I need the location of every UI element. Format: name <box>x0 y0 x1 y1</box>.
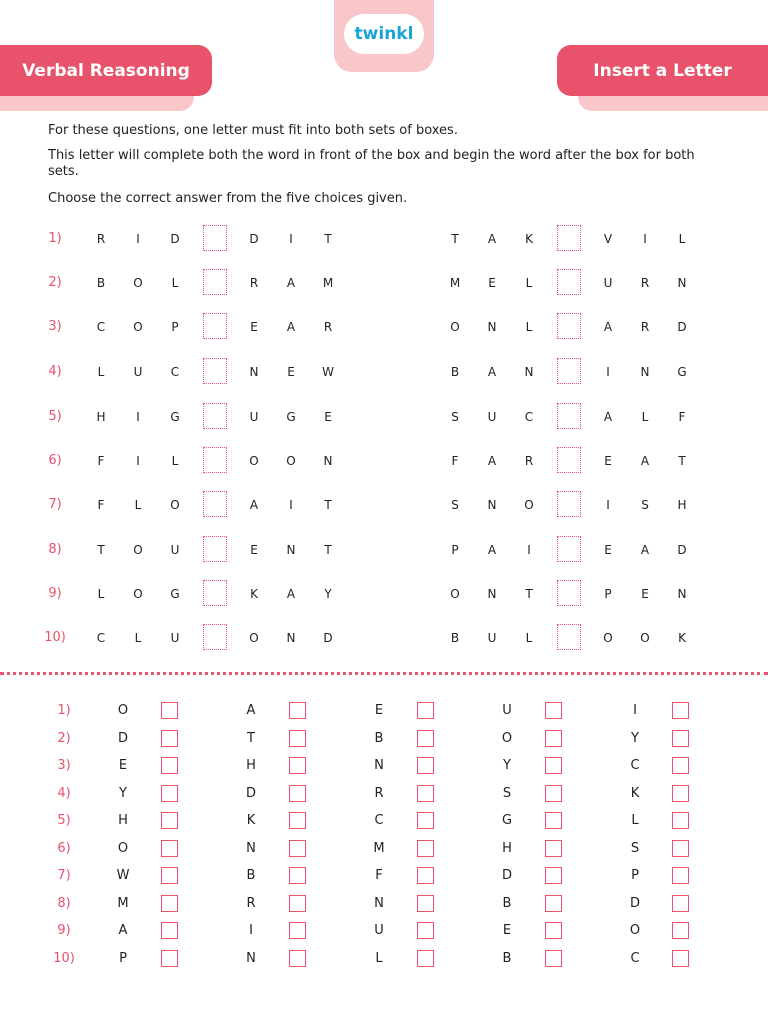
answer-choice-letter: N <box>374 895 384 911</box>
word-letter: A <box>487 454 497 468</box>
word-letter: O <box>286 454 296 468</box>
answer-checkbox[interactable] <box>417 812 434 829</box>
word-letter: L <box>525 631 533 645</box>
instruction-2: This letter will complete both the word in front of the box and begin the word after the box for both sets. <box>48 148 695 179</box>
answer-checkbox[interactable] <box>672 757 689 774</box>
word-letter: R <box>96 232 106 246</box>
word-letter: A <box>487 365 497 379</box>
word-letter: D <box>170 232 180 246</box>
word-letter: P <box>451 543 459 557</box>
word-letter: R <box>524 454 534 468</box>
answer-choice-letter: C <box>374 813 384 828</box>
question-row <box>0 579 768 609</box>
answer-checkbox[interactable] <box>161 730 178 747</box>
answer-checkbox[interactable] <box>417 895 434 912</box>
word-letter: C <box>96 320 106 334</box>
answer-checkbox[interactable] <box>161 757 178 774</box>
word-letter: L <box>97 365 105 379</box>
missing-letter-box[interactable] <box>557 580 581 606</box>
question-number: 6) <box>48 453 62 468</box>
question-row <box>0 535 768 565</box>
answer-choice-letter: H <box>118 813 128 828</box>
answer-number: 5) <box>57 813 71 828</box>
word-letter: E <box>604 454 612 468</box>
word-letter: F <box>451 454 459 468</box>
answer-choice-letter: E <box>502 923 512 938</box>
missing-letter-box[interactable] <box>203 403 227 429</box>
word-letter: I <box>136 232 140 246</box>
answer-checkbox[interactable] <box>672 730 689 747</box>
word-letter: N <box>487 587 497 601</box>
answer-checkbox[interactable] <box>672 867 689 884</box>
word-letter: T <box>324 498 332 512</box>
word-letter: Y <box>324 587 332 601</box>
question-number: 2) <box>48 275 62 290</box>
answer-checkbox[interactable] <box>289 867 306 884</box>
answer-choice-letter: M <box>117 895 129 911</box>
answer-choice-letter: Y <box>119 785 127 801</box>
word-letter: R <box>640 276 650 290</box>
word-letter: N <box>524 365 534 379</box>
word-letter: P <box>171 320 179 334</box>
answer-checkbox[interactable] <box>289 730 306 747</box>
answer-number: 2) <box>57 730 71 746</box>
word-letter: I <box>527 543 531 557</box>
missing-letter-box[interactable] <box>557 536 581 562</box>
answer-choice-letter: N <box>374 758 384 773</box>
answer-checkbox[interactable] <box>289 785 306 802</box>
answer-checkbox[interactable] <box>672 785 689 802</box>
answer-checkbox[interactable] <box>161 950 178 967</box>
answer-choice-letter: B <box>502 950 512 966</box>
answer-checkbox[interactable] <box>417 785 434 802</box>
word-letter: I <box>289 498 293 512</box>
word-letter: O <box>170 498 180 512</box>
answer-choice-letter: E <box>374 703 384 718</box>
answer-choice-letter: C <box>630 950 640 966</box>
question-number: 9) <box>48 586 62 601</box>
word-letter: H <box>96 410 106 424</box>
answer-number: 8) <box>57 895 71 911</box>
word-letter: A <box>249 498 259 512</box>
question-row <box>0 268 768 298</box>
word-letter: U <box>249 410 259 424</box>
answer-checkbox[interactable] <box>161 867 178 884</box>
question-row <box>0 490 768 520</box>
answer-checkbox[interactable] <box>417 950 434 967</box>
word-letter: U <box>487 631 497 645</box>
word-letter: N <box>487 320 497 334</box>
answer-checkbox[interactable] <box>289 812 306 829</box>
word-letter: A <box>640 543 650 557</box>
word-letter: P <box>604 587 612 601</box>
answer-choice-letter: N <box>246 950 256 966</box>
word-letter: L <box>525 320 533 334</box>
word-letter: E <box>324 410 332 424</box>
word-letter: I <box>289 232 293 246</box>
answer-choice-letter: W <box>116 868 130 883</box>
word-letter: B <box>450 631 460 645</box>
word-letter: L <box>678 232 686 246</box>
missing-letter-box[interactable] <box>557 403 581 429</box>
question-row <box>0 446 768 476</box>
answer-number: 6) <box>57 840 71 856</box>
word-letter: A <box>603 320 613 334</box>
answer-checkbox[interactable] <box>545 785 562 802</box>
word-letter: R <box>249 276 259 290</box>
word-letter: T <box>324 543 332 557</box>
answer-checkbox[interactable] <box>289 757 306 774</box>
answer-choice-letter: Y <box>631 730 639 746</box>
answer-checkbox[interactable] <box>417 730 434 747</box>
answer-choice-letter: E <box>118 758 128 773</box>
word-letter: G <box>170 587 180 601</box>
answer-checkbox[interactable] <box>545 757 562 774</box>
word-letter: O <box>133 543 143 557</box>
word-letter: M <box>322 276 334 290</box>
answer-checkbox[interactable] <box>289 840 306 857</box>
word-letter: L <box>171 454 179 468</box>
answer-number: 4) <box>57 785 71 801</box>
answer-row <box>0 699 768 723</box>
missing-letter-box[interactable] <box>203 313 227 339</box>
answer-choice-letter: S <box>630 840 640 856</box>
answer-choice-letter: H <box>246 758 256 773</box>
question-row <box>0 357 768 387</box>
word-letter: D <box>677 543 687 557</box>
word-letter: S <box>451 410 459 424</box>
answer-choice-letter: R <box>374 785 384 801</box>
word-letter: I <box>136 410 140 424</box>
question-row <box>0 623 768 653</box>
answer-row <box>0 892 768 916</box>
answer-row <box>0 809 768 833</box>
word-letter: N <box>286 631 296 645</box>
answer-checkbox[interactable] <box>289 922 306 939</box>
word-letter: U <box>603 276 613 290</box>
word-letter: F <box>97 454 105 468</box>
answer-checkbox[interactable] <box>672 895 689 912</box>
answer-choice-letter: A <box>246 703 256 718</box>
word-letter: B <box>450 365 460 379</box>
answer-checkbox[interactable] <box>545 950 562 967</box>
answer-choice-letter: G <box>501 813 513 828</box>
word-letter: U <box>170 543 180 557</box>
missing-letter-box[interactable] <box>557 225 581 251</box>
answer-choice-letter: A <box>118 923 128 938</box>
word-letter: R <box>640 320 650 334</box>
answer-choice-letter: U <box>374 923 384 938</box>
word-letter: N <box>640 365 650 379</box>
word-letter: G <box>170 410 180 424</box>
word-letter: A <box>487 543 497 557</box>
word-letter: O <box>603 631 613 645</box>
answer-choice-letter: K <box>246 813 256 828</box>
word-letter: T <box>324 232 332 246</box>
word-letter: O <box>640 631 650 645</box>
word-letter: L <box>97 587 105 601</box>
answer-number: 7) <box>57 868 71 883</box>
answer-checkbox[interactable] <box>161 812 178 829</box>
answer-checkbox[interactable] <box>672 702 689 719</box>
word-letter: I <box>643 232 647 246</box>
logo-text: twinkl <box>354 24 414 44</box>
word-letter: E <box>250 543 258 557</box>
word-letter: L <box>525 276 533 290</box>
word-letter: F <box>97 498 105 512</box>
twinkl-logo <box>344 14 424 54</box>
answer-checkbox[interactable] <box>545 812 562 829</box>
answer-choice-letter: D <box>629 895 640 911</box>
answer-choice-letter: U <box>502 703 512 718</box>
word-letter: E <box>250 320 258 334</box>
question-number: 1) <box>48 231 62 246</box>
answer-choice-letter: O <box>629 923 641 938</box>
answer-choice-letter: R <box>246 895 256 911</box>
answer-checkbox[interactable] <box>545 922 562 939</box>
missing-letter-box[interactable] <box>557 447 581 473</box>
answer-checkbox[interactable] <box>672 812 689 829</box>
word-letter: E <box>287 365 295 379</box>
missing-letter-box[interactable] <box>203 624 227 650</box>
answer-choice-letter: O <box>501 730 513 746</box>
word-letter: A <box>487 232 497 246</box>
word-letter: H <box>677 498 687 512</box>
word-letter: A <box>640 454 650 468</box>
word-letter: D <box>323 631 333 645</box>
word-letter: I <box>606 498 610 512</box>
word-letter: N <box>487 498 497 512</box>
word-letter: L <box>171 276 179 290</box>
answer-checkbox[interactable] <box>417 757 434 774</box>
word-letter: A <box>286 587 296 601</box>
answer-choice-letter: S <box>502 785 512 801</box>
word-letter: G <box>677 365 687 379</box>
answer-choice-letter: N <box>246 840 256 856</box>
word-letter: U <box>487 410 497 424</box>
answer-choice-letter: I <box>633 703 637 718</box>
section-title: Verbal Reasoning <box>22 60 190 81</box>
answer-checkbox[interactable] <box>417 840 434 857</box>
answer-choice-letter: B <box>502 895 512 911</box>
instruction-3: Choose the correct answer from the five choices given. <box>48 191 408 206</box>
word-letter: C <box>524 410 534 424</box>
missing-letter-box[interactable] <box>203 269 227 295</box>
word-letter: E <box>641 587 649 601</box>
missing-letter-box[interactable] <box>203 580 227 606</box>
answer-checkbox[interactable] <box>545 840 562 857</box>
word-letter: L <box>134 631 142 645</box>
answer-checkbox[interactable] <box>161 895 178 912</box>
word-letter: O <box>249 454 259 468</box>
answer-row <box>0 919 768 943</box>
missing-letter-box[interactable] <box>557 358 581 384</box>
word-letter: T <box>525 587 533 601</box>
word-letter: L <box>134 498 142 512</box>
word-letter: K <box>525 232 533 246</box>
word-letter: O <box>249 631 259 645</box>
word-letter: F <box>678 410 686 424</box>
word-letter: N <box>677 587 687 601</box>
question-number: 10) <box>44 630 66 645</box>
word-letter: C <box>170 365 180 379</box>
answer-choice-letter: P <box>119 950 127 966</box>
word-letter: K <box>678 631 686 645</box>
word-letter: E <box>604 543 612 557</box>
missing-letter-box[interactable] <box>203 491 227 517</box>
answer-choice-letter: T <box>247 730 255 746</box>
answer-checkbox[interactable] <box>289 950 306 967</box>
question-row <box>0 224 768 254</box>
word-letter: L <box>641 410 649 424</box>
question-number: 8) <box>48 542 62 557</box>
answer-row <box>0 782 768 806</box>
answer-checkbox[interactable] <box>161 922 178 939</box>
word-letter: D <box>677 320 687 334</box>
answer-choice-letter: K <box>630 785 640 801</box>
word-letter: T <box>678 454 686 468</box>
answer-checkbox[interactable] <box>672 922 689 939</box>
word-letter: C <box>96 631 106 645</box>
answer-row <box>0 754 768 778</box>
word-letter: D <box>249 232 259 246</box>
answer-checkbox[interactable] <box>161 702 178 719</box>
word-letter: S <box>641 498 649 512</box>
answer-checkbox[interactable] <box>545 702 562 719</box>
answer-row <box>0 727 768 751</box>
instruction-1: For these questions, one letter must fit into both sets of boxes. <box>48 123 458 138</box>
word-letter: O <box>450 320 460 334</box>
word-letter: N <box>286 543 296 557</box>
question-row <box>0 402 768 432</box>
word-letter: K <box>250 587 258 601</box>
word-letter: N <box>323 454 333 468</box>
missing-letter-box[interactable] <box>203 536 227 562</box>
missing-letter-box[interactable] <box>203 358 227 384</box>
question-number: 5) <box>48 409 62 424</box>
answer-choice-letter: D <box>245 785 256 801</box>
word-letter: T <box>451 232 459 246</box>
answer-choice-letter: B <box>374 730 384 746</box>
word-letter: A <box>286 320 296 334</box>
answer-choice-letter: D <box>501 868 512 883</box>
word-letter: O <box>133 276 143 290</box>
answer-checkbox[interactable] <box>417 867 434 884</box>
answer-choice-letter: Y <box>503 758 511 773</box>
word-letter: U <box>170 631 180 645</box>
word-letter: N <box>677 276 687 290</box>
answer-choice-letter: O <box>117 840 129 856</box>
missing-letter-box[interactable] <box>557 624 581 650</box>
answer-number: 10) <box>53 950 75 966</box>
answer-number: 9) <box>57 923 71 938</box>
word-letter: B <box>96 276 106 290</box>
answer-choice-letter: F <box>375 868 383 883</box>
answer-choice-letter: C <box>630 758 640 773</box>
word-letter: M <box>449 276 461 290</box>
missing-letter-box[interactable] <box>557 313 581 339</box>
word-letter: A <box>286 276 296 290</box>
answer-number: 3) <box>57 758 71 773</box>
header-right-banner <box>557 45 768 96</box>
question-number: 4) <box>48 364 62 379</box>
word-letter: I <box>136 454 140 468</box>
missing-letter-box[interactable] <box>203 447 227 473</box>
answer-choice-letter: M <box>373 840 385 856</box>
answer-choice-letter: O <box>117 703 129 718</box>
answer-checkbox[interactable] <box>289 895 306 912</box>
answer-choice-letter: I <box>249 923 253 938</box>
answer-checkbox[interactable] <box>672 950 689 967</box>
answer-checkbox[interactable] <box>161 840 178 857</box>
answer-choice-letter: H <box>502 840 512 856</box>
word-letter: N <box>249 365 259 379</box>
answer-checkbox[interactable] <box>289 702 306 719</box>
answer-row <box>0 864 768 888</box>
question-number: 3) <box>48 319 62 334</box>
answer-checkbox[interactable] <box>161 785 178 802</box>
word-letter: O <box>524 498 534 512</box>
word-letter: U <box>133 365 143 379</box>
question-number: 7) <box>48 497 62 512</box>
answer-choice-letter: P <box>631 868 639 883</box>
answer-checkbox[interactable] <box>417 922 434 939</box>
word-letter: G <box>286 410 296 424</box>
missing-letter-box[interactable] <box>203 225 227 251</box>
answer-choice-letter: L <box>375 950 383 966</box>
missing-letter-box[interactable] <box>557 491 581 517</box>
word-letter: O <box>450 587 460 601</box>
word-letter: O <box>133 587 143 601</box>
word-letter: E <box>488 276 496 290</box>
answer-checkbox[interactable] <box>545 730 562 747</box>
answer-number: 1) <box>57 703 71 718</box>
answer-row <box>0 837 768 861</box>
word-letter: A <box>603 410 613 424</box>
word-letter: T <box>97 543 105 557</box>
answer-choice-letter: D <box>117 730 128 746</box>
word-letter: V <box>603 232 613 246</box>
answer-choice-letter: L <box>631 813 639 828</box>
section-divider <box>0 672 768 675</box>
missing-letter-box[interactable] <box>557 269 581 295</box>
header-left-banner <box>0 45 212 96</box>
answer-row <box>0 947 768 971</box>
answer-choice-letter: B <box>246 868 256 883</box>
word-letter: W <box>322 365 334 379</box>
word-letter: O <box>133 320 143 334</box>
word-letter: I <box>606 365 610 379</box>
answer-checkbox[interactable] <box>672 840 689 857</box>
answer-checkbox[interactable] <box>417 702 434 719</box>
worksheet-title: Insert a Letter <box>593 60 732 81</box>
answer-checkbox[interactable] <box>545 895 562 912</box>
answer-checkbox[interactable] <box>545 867 562 884</box>
question-row <box>0 312 768 342</box>
word-letter: R <box>323 320 333 334</box>
word-letter: S <box>451 498 459 512</box>
